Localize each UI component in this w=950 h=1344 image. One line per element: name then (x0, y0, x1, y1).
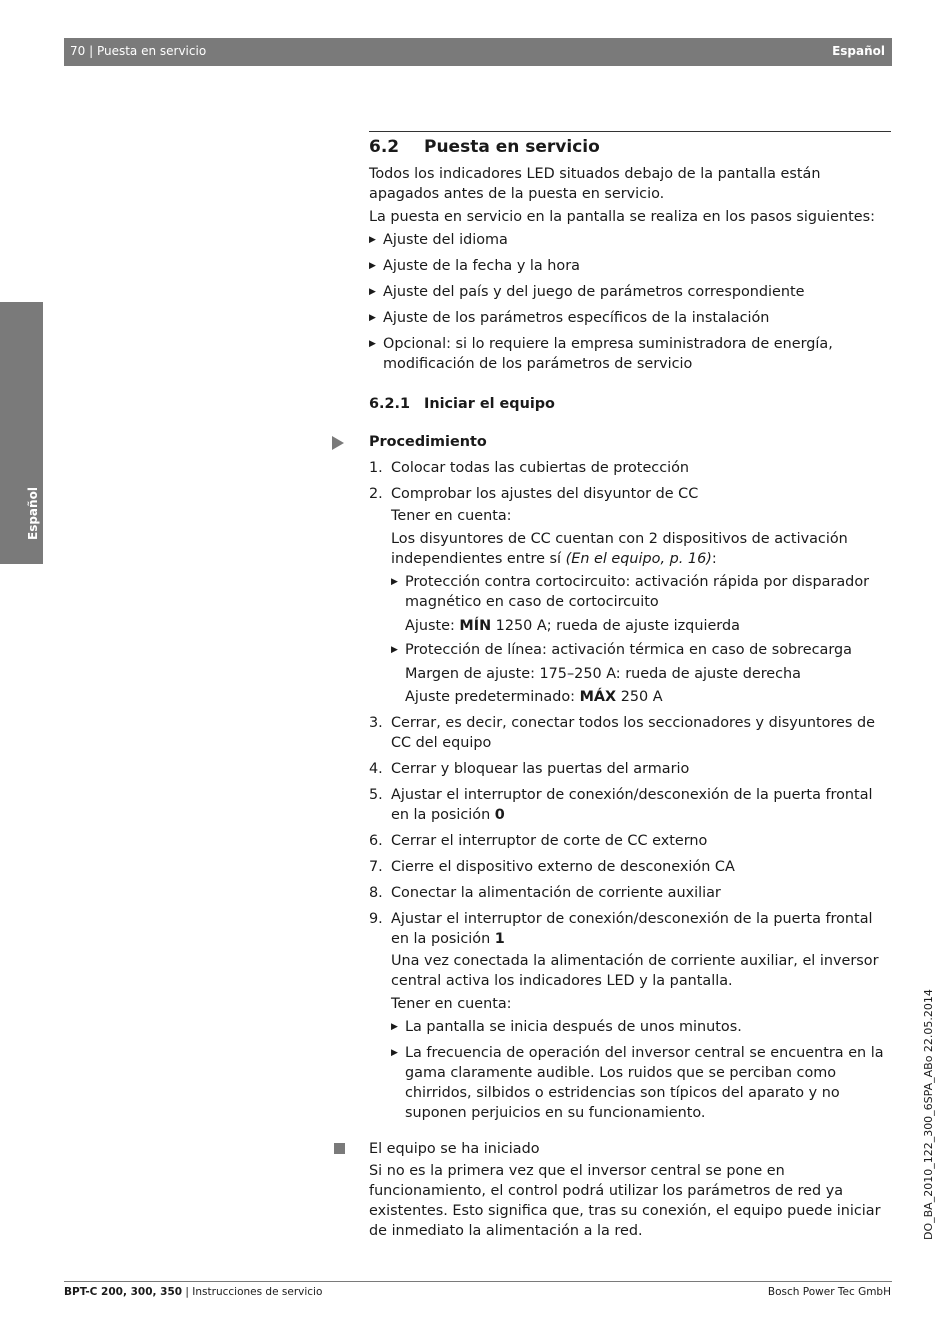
procedure-steps (369, 458, 891, 1123)
list-item: ▶ Opcional: si lo requiere la empresa suministradora de energía, modificación de los parámetros de servicio (369, 334, 891, 374)
step-item (369, 831, 891, 851)
step-item (369, 909, 891, 1123)
setting-value: MÍN (459, 618, 492, 634)
step-item (369, 785, 891, 825)
setup-steps-list (369, 230, 891, 374)
step-number: 6. (369, 833, 383, 849)
step-result: Una vez conectada la alimentación de corriente auxiliar, el inversor central activa los indicadores LED y la pantalla. (391, 953, 879, 989)
list-item: ▶ Ajuste del país y del juego de parámetros correspondiente (369, 282, 891, 302)
step-note: Tener en cuenta: (391, 996, 512, 1012)
step-text: Cerrar el interruptor de corte de CC externo (391, 833, 708, 849)
step-number: 8. (369, 885, 383, 901)
footer-company: Bosch Power Tec GmbH (767, 1286, 891, 1298)
main-content (369, 131, 891, 1244)
step-number: 2. (369, 486, 383, 502)
header-page-info: 70 | Puesta en servicio (70, 44, 207, 58)
default-detail: 250 A (616, 689, 663, 705)
setting-line (405, 616, 891, 636)
step-item (369, 759, 891, 779)
subsection-heading (369, 394, 891, 414)
breaker-settings-list (391, 572, 891, 707)
step-text: Cerrar, es decir, conectar todos los seccionadores y disyuntores de CC del equipo (391, 715, 875, 751)
switch-position: 1 (494, 931, 505, 947)
procedure-result (369, 1139, 891, 1159)
footer-product-info (64, 1286, 322, 1298)
page-header (64, 38, 892, 66)
step-text: Conectar la alimentación de corriente auxiliar (391, 885, 721, 901)
footer-doc-type: | Instrucciones de servicio (182, 1286, 323, 1298)
description-text: Los disyuntores de CC cuentan con 2 dispositivos de activación independientes entre sí (391, 531, 848, 567)
step-number: 7. (369, 859, 383, 875)
range-line: Margen de ajuste: 175–250 A: rueda de ajuste derecha (405, 666, 801, 682)
procedure-arrow-icon (332, 436, 344, 450)
step-note: Tener en cuenta: (391, 508, 512, 524)
step-number: 3. (369, 715, 383, 731)
switch-position: 0 (494, 807, 505, 823)
footer-rule (64, 1281, 892, 1282)
cross-reference: (En el equipo, p. 16) (565, 551, 712, 567)
step-description (391, 529, 891, 569)
step-number: 4. (369, 761, 383, 777)
step-number: 9. (369, 911, 383, 927)
list-item: ▶ Ajuste de los parámetros específicos de la instalación (369, 308, 891, 328)
list-item: ▶ Ajuste del idioma (369, 230, 891, 250)
step-number: 5. (369, 787, 383, 803)
footer-product: BPT-C 200, 300, 350 (64, 1286, 183, 1298)
list-item: ▶ La pantalla se inicia después de unos minutos. (391, 1017, 891, 1037)
procedure-heading (369, 432, 891, 452)
step-item (369, 713, 891, 753)
default-line (405, 687, 891, 707)
intro-paragraph: La puesta en servicio en la pantalla se realiza en los pasos siguientes: (369, 209, 875, 225)
list-item: ▶ La frecuencia de operación del inversor central se encuentra en la gama claramente audible. Los ruidos que se perciban como chirridos, silbidos o estridencias son típicos del aparato y no suponen perjuicios en su funcionamiento. (391, 1043, 891, 1123)
default-value: MÁX (579, 689, 617, 705)
default-label: Ajuste predeterminado: (405, 689, 580, 705)
list-item (391, 572, 891, 636)
step-text: Comprobar los ajustes del disyuntor de CC (391, 486, 699, 502)
short-circuit-protection: Protección contra cortocircuito: activación rápida por disparador magnético en caso de cortocircuito (405, 574, 870, 610)
section-rule (369, 131, 891, 132)
setting-label: Ajuste: (405, 618, 460, 634)
step-text: Cerrar y bloquear las puertas del armario (391, 761, 690, 777)
subsection-number: 6.2.1 (369, 396, 410, 412)
section-heading (369, 136, 891, 158)
step-item (369, 883, 891, 903)
step-item (369, 484, 891, 707)
description-colon: : (711, 551, 717, 567)
intro-paragraph: Todos los indicadores LED situados debajo de la pantalla están apagados antes de la puesta en servicio. (369, 166, 821, 202)
step-item (369, 458, 891, 478)
header-language: Español (832, 44, 885, 58)
line-protection: Protección de línea: activación térmica en caso de sobrecarga (405, 642, 852, 658)
result-text: El equipo se ha iniciado (369, 1141, 540, 1157)
step-item (369, 857, 891, 877)
list-item (391, 640, 891, 707)
notes-list (391, 1017, 891, 1123)
result-square-icon (334, 1143, 345, 1154)
subsection-title: Iniciar el equipo (424, 396, 555, 412)
step-text: Ajustar el interruptor de conexión/desconexión de la puerta frontal en la posición (391, 787, 873, 823)
procedure-title: Procedimiento (369, 434, 487, 450)
setting-detail: 1250 A; rueda de ajuste izquierda (491, 618, 740, 634)
section-title: Puesta en servicio (424, 137, 600, 157)
step-text: Cierre el dispositivo externo de desconexión CA (391, 859, 735, 875)
step-number: 1. (369, 460, 383, 476)
step-text: Ajustar el interruptor de conexión/desconexión de la puerta frontal en la posición (391, 911, 873, 947)
document-id: DO_BA_2010_122_300_6SPA_ABo 22.05.2014 (922, 989, 935, 1240)
section-number: 6.2 (369, 137, 400, 157)
step-text: Colocar todas las cubiertas de protección (391, 460, 690, 476)
closing-paragraph: Si no es la primera vez que el inversor central se pone en funcionamiento, el control podrá utilizar los parámetros de red ya existentes. Esto significa que, tras su conexión, el equipo puede iniciar de inmediato la alimentación a la red. (369, 1163, 881, 1239)
side-tab-label: Español (26, 487, 40, 540)
list-item: ▶ Ajuste de la fecha y la hora (369, 256, 891, 276)
